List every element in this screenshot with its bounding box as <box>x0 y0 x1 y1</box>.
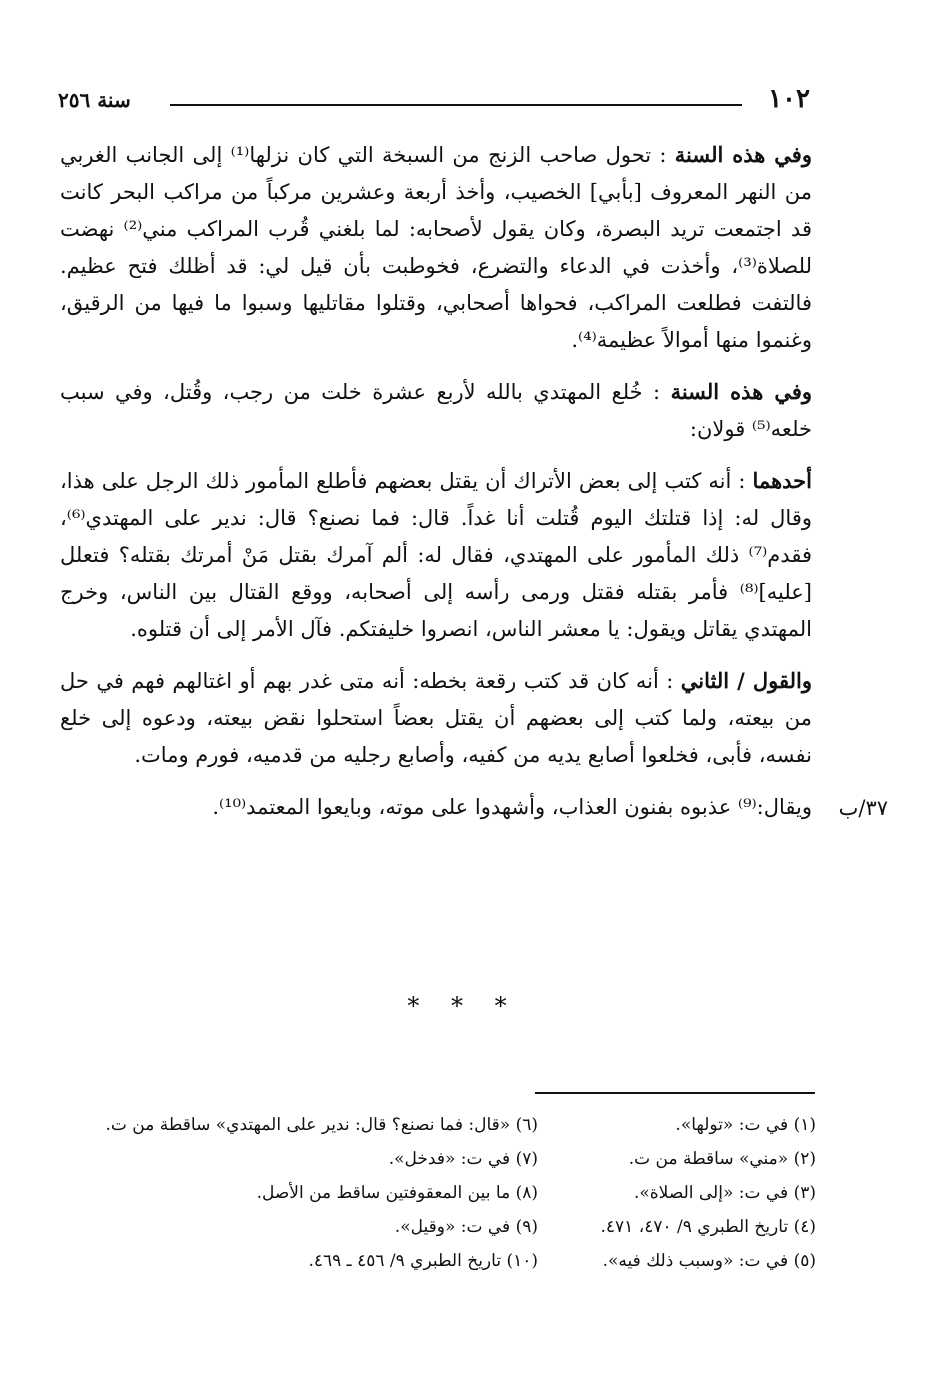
footnote: (٩) في ت: «وقيل». <box>394 1217 538 1237</box>
section-separator: * * * <box>407 992 519 1020</box>
paragraph <box>60 788 812 826</box>
paragraph-text: : أنه كان قد كتب رقعة بخطه: أنه متى غدر بهم أو اغتالهم فهم في حل من بيعته، ولما كتب إلى بعضهم أن يقتل بعضاً استحلوا نقض بيعته، ودعوه إلى خلع نفسه، فأبى، فخلعوا أصابع يديه من كفيه، وأصابع رجليه من قدميه، فورم ومات. <box>60 669 812 767</box>
paragraph-text: : تحول صاحب الزنج من السبخة التي كان نزلها⁽¹⁾ إلى الجانب الغربي من النهر المعروف [بأبي] الخصيب، وأخذ أربعة وعشرين مركباً من مراكب البحر كانت قد اجتمعت تريد البصرة، وكان يقول لأصحابه: لما بلغني قُرب المراكب مني⁽²⁾ نهضت للصلاة⁽³⁾، وأخذت في الدعاء والتضرع، فخوطبت بأن قيل لي: قد أظلك فتح عظيم. فالتفت فطلعت المراكب، فحواها أصحابي، وقتلوا مقاتليها وسبوا ما فيها من الرقيق، وغنموا منها أموالاً عظيمة⁽⁴⁾. <box>60 143 812 352</box>
paragraph-lead: أحدهما <box>752 468 812 493</box>
footnote: (٣) في ت: «إلى الصلاة». <box>633 1183 816 1203</box>
footnote: (٧) في ت: «فدخل». <box>388 1149 538 1169</box>
paragraph-lead: والقول / الثاني <box>680 668 812 693</box>
footnote: (٦) «قال: فما نصنع؟ قال: ندير على المهتدي» ساقطة من ت. <box>105 1115 538 1135</box>
footnote: (١) في ت: «تولها». <box>675 1115 816 1135</box>
paragraph <box>60 373 812 448</box>
footnote: (٥) في ت: «وسبب ذلك فيه». <box>602 1251 816 1271</box>
footnote-rule <box>535 1092 815 1094</box>
footnotes-column-left <box>60 1108 538 1278</box>
paragraph-text: : خُلع المهتدي بالله لأربع عشرة خلت من رجب، وقُتل، وفي سبب خلعه⁽⁵⁾ قولان: <box>60 380 812 441</box>
header-rule <box>170 104 742 106</box>
paragraph <box>60 462 812 648</box>
paragraph-lead: وفي هذه السنة <box>670 379 812 404</box>
main-text <box>60 136 812 840</box>
paragraph-text: : أنه كتب إلى بعض الأتراك أن يقتل بعضهم فأطلع المأمور ذلك الرجل على هذا، وقال له: إذا قتلتك اليوم قُتلت أنا غداً. قال: فما نصنع؟ قال: ندير على المهتدي⁽⁶⁾، فقدم⁽⁷⁾ ذلك المأمور على المهتدي، فقال له: ألم آمرك بقتل مَنْ أمرتك بقتله؟ فتعلل [عليه]⁽⁸⁾ فأمر بقتله فقتل ورمى رأسه إلى أصحابه، ووقع القتال بين الناس، وخرج المهتدي يقاتل ويقول: يا معشر الناس، انصروا خليفتكم. فآل الأمر إلى أن قتلوه. <box>60 469 812 641</box>
paragraph-text: ويقال:⁽⁹⁾ عذبوه بفنون العذاب، وأشهدوا على موته، وبايعوا المعتمد⁽¹⁰⁾. <box>212 795 812 819</box>
footnote: (٢) «مني» ساقطة من ت. <box>628 1149 816 1169</box>
footnotes <box>60 1108 816 1278</box>
paragraph <box>60 136 812 359</box>
paragraph <box>60 662 812 774</box>
page-number: ١٠٢ <box>768 84 810 114</box>
paragraph-lead: وفي هذه السنة <box>674 142 812 167</box>
folio-margin-note: ٣٧/ب <box>838 796 888 820</box>
footnote: (٨) ما بين المعقوفتين ساقط من الأصل. <box>256 1183 538 1203</box>
year-label: سنة ٢٥٦ <box>58 88 131 112</box>
footnote: (٤) تاريخ الطبري ٩/ ٤٧٠، ٤٧١. <box>600 1217 816 1237</box>
page-header <box>58 84 810 118</box>
footnote: (١٠) تاريخ الطبري ٩/ ٤٥٦ ـ ٤٦٩. <box>308 1251 538 1271</box>
